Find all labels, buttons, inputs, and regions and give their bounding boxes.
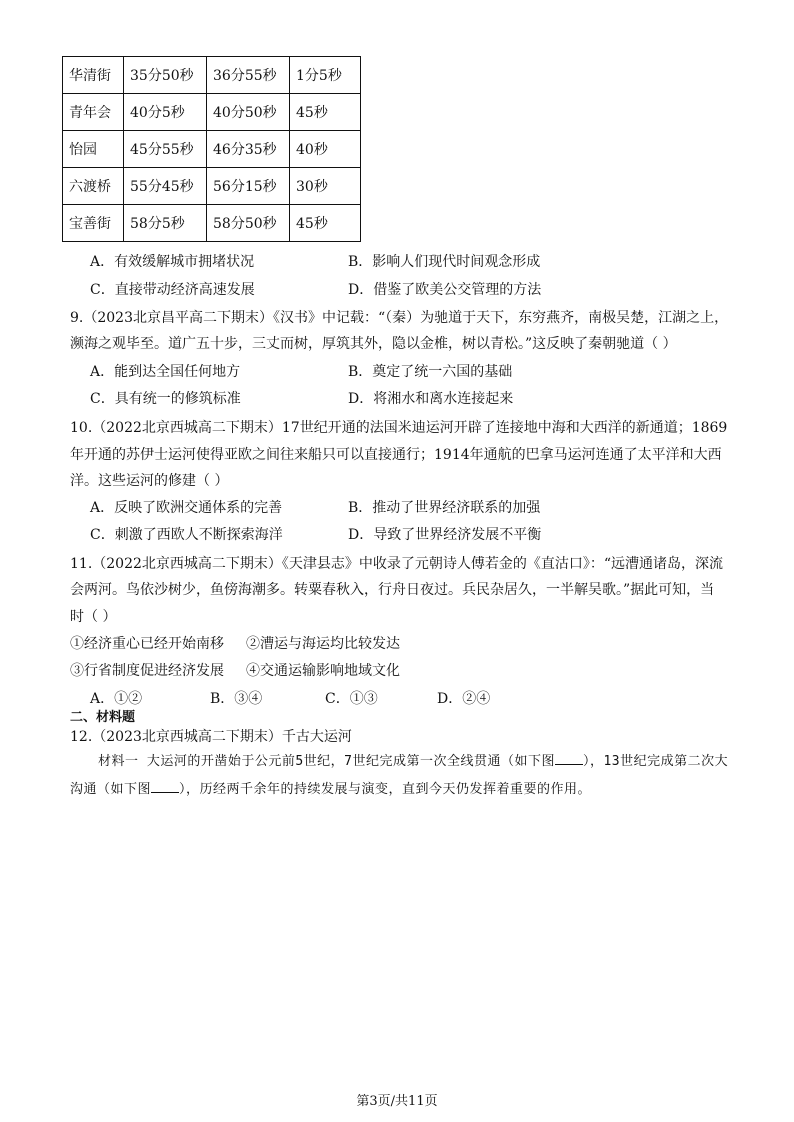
q10-option-a[interactable]: A．反映了欧洲交通体系的完善 (90, 500, 283, 516)
q10-stem-line2: 年开通的苏伊士运河使得亚欧之间往来船只可以直接通行；1914年通航的巴拿马运河连通了太平洋和大西 (70, 447, 722, 463)
q8-option-a[interactable]: A．有效缓解城市拥堵状况 (90, 254, 255, 270)
q12-blank-1[interactable] (555, 750, 583, 765)
q9-option-c[interactable]: C．具有统一的修筑标准 (90, 391, 241, 407)
q12-stem: 12.（2023北京西城高二下期末）千古大运河 (70, 729, 352, 745)
q11-statement-2: ②漕运与海运均比较发达 (246, 636, 400, 652)
table-cell: 怡园 (63, 131, 124, 168)
table-cell: 58分50秒 (207, 205, 290, 242)
schedule-table-body (63, 57, 361, 242)
q12-blank-2[interactable] (151, 778, 179, 793)
table-cell: 30秒 (290, 168, 361, 205)
table-cell: 35分50秒 (124, 57, 207, 94)
q12-material-text-3: ），历经两千余年的持续发展与演变，直到今天仍发挥着重要的作用。 (179, 782, 592, 797)
table-cell: 华清街 (63, 57, 124, 94)
table-cell: 1分5秒 (290, 57, 361, 94)
table-cell: 青年会 (63, 94, 124, 131)
table-row (63, 168, 361, 205)
table-cell: 58分5秒 (124, 205, 207, 242)
table-cell: 56分15秒 (207, 168, 290, 205)
table-cell: 45秒 (290, 205, 361, 242)
q10-stem-line3: 洋。这些运河的修建（ ） (70, 473, 229, 489)
page-footer: 第3页/共11页 (356, 1094, 438, 1109)
table-cell: 40分5秒 (124, 94, 207, 131)
section-title-materials: 二、材料题 (70, 710, 136, 725)
q11-statement-4: ④交通运输影响地域文化 (246, 663, 400, 679)
q11-option-d[interactable]: D．②④ (437, 691, 491, 707)
table-row (63, 57, 361, 94)
q9-option-a[interactable]: A．能到达全国任何地方 (90, 364, 241, 380)
q10-option-c[interactable]: C．刺激了西欧人不断探索海洋 (90, 527, 283, 543)
q11-stem-line2: 会两河。鸟依沙树少，鱼傍海潮多。转粟春秋入，行舟日夜过。兵民杂居久，一半解吴歌。”据此可知，当 (70, 582, 715, 598)
q11-option-b[interactable]: B．③④ (210, 691, 263, 707)
table-cell: 45分55秒 (124, 131, 207, 168)
q8-option-b[interactable]: B．影响人们现代时间观念形成 (348, 254, 541, 270)
bus-schedule-table (62, 56, 361, 242)
table-cell: 40分50秒 (207, 94, 290, 131)
table-cell: 宝善街 (63, 205, 124, 242)
q10-option-d[interactable]: D．导致了世界经济发展不平衡 (348, 527, 542, 543)
q8-option-c[interactable]: C．直接带动经济高速发展 (90, 282, 255, 298)
table-cell: 55分45秒 (124, 168, 207, 205)
q8-option-d[interactable]: D．借鉴了欧美公交管理的方法 (348, 282, 542, 298)
table-cell: 40秒 (290, 131, 361, 168)
table-cell: 45秒 (290, 94, 361, 131)
q10-stem-line1: 10.（2022北京西城高二下期末）17世纪开通的法国米迪运河开辟了连接地中海和大西洋的新通道；1869 (70, 420, 728, 436)
q9-option-b[interactable]: B．奠定了统一六国的基础 (348, 364, 513, 380)
q11-stem-line1: 11.（2022北京西城高二下期末）《天津县志》中收录了元朝诗人傅若金的《直沽口》：“远漕通诸岛，深流 (70, 556, 724, 572)
q11-stem-line3: 时（ ） (70, 609, 117, 625)
q11-option-c[interactable]: C．①③ (325, 691, 378, 707)
q9-option-d[interactable]: D．将湘水和离水连接起来 (348, 391, 514, 407)
table-row (63, 205, 361, 242)
q10-option-b[interactable]: B．推动了世界经济联系的加强 (348, 500, 541, 516)
q12-material-text-2: ），13世纪完成第二次大沟通（如下图 (70, 754, 729, 797)
table-cell: 六渡桥 (63, 168, 124, 205)
table-row (63, 131, 361, 168)
q9-stem-line1: 9.（2023北京昌平高二下期末）《汉书》中记载：“（秦）为驰道于天下，东穷燕齐，南极吴楚，江湖之上， (70, 310, 729, 326)
q11-statement-1: ①经济重心已经开始南移 (70, 636, 224, 652)
table-cell: 36分55秒 (207, 57, 290, 94)
q12-material-one (70, 748, 734, 804)
q11-statement-3: ③行省制度促进经济发展 (70, 663, 224, 679)
q9-stem-line2: 濒海之观毕至。道广五十步，三丈而树，厚筑其外，隐以金椎，树以青松。”这反映了秦朝驰道（ ） (70, 336, 677, 352)
table-cell: 46分35秒 (207, 131, 290, 168)
q12-material-text-1: 材料一 大运河的开凿始于公元前5世纪，7世纪完成第一次全线贯通（如下图 (98, 754, 555, 769)
table-row (63, 94, 361, 131)
q11-option-a[interactable]: A．①② (90, 691, 143, 707)
